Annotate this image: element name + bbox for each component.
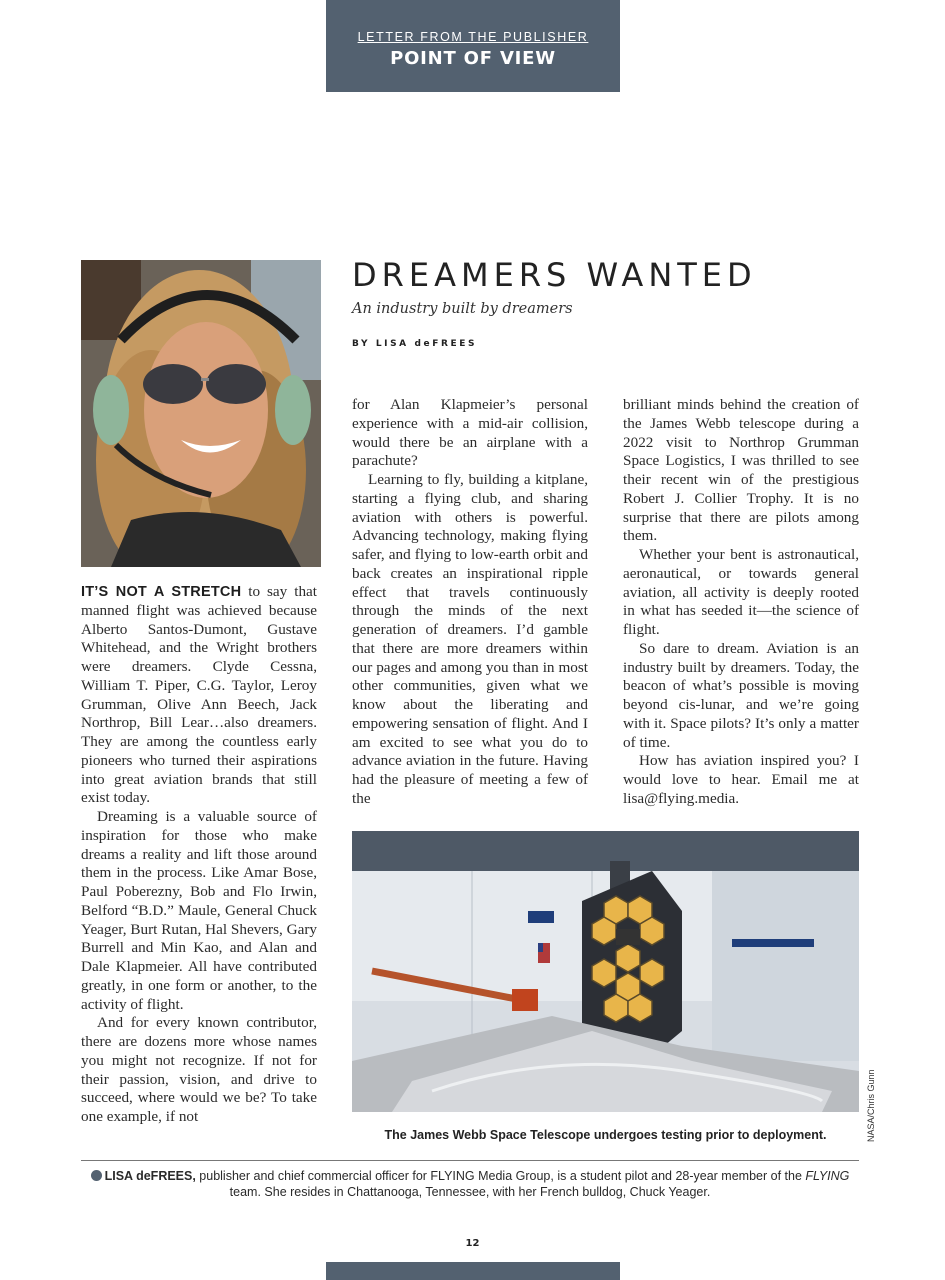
article-byline: BY LISA deFREES <box>352 339 478 349</box>
paragraph-text: to say that manned flight was achieved because Alberto Santos-Dumont, Gustave Whitehead, and the Wright brothers were dreamers. Clyde Cessna, William T. Piper, C.G. Taylor, Leroy Grumman, Olive Ann Beech, Jack Northrop, Bill Lear…also dreamers. They are among the countless early pioneers who turned their aspirations into great aviation brands that still exist today. <box>81 583 317 807</box>
bio-text: publisher and chief commercial officer for FLYING Media Group, is a student pilot and 28-year member of the <box>195 1169 806 1183</box>
section-title: POINT OF VIEW <box>390 48 556 69</box>
photo-credit: NASA/Chris Gunn <box>866 1069 876 1142</box>
author-bio <box>81 1169 859 1200</box>
footer-tab <box>326 1262 620 1280</box>
article-column-1 <box>81 583 317 1127</box>
paragraph: Whether your bent is astronautical, aeronautical, or towards general aviation, all activity is deeply rooted in what has seeded it—the science of flight. <box>623 546 859 638</box>
paragraph: Dreaming is a valuable source of inspiration for those who make dreams a reality and lift those around them in the process. Like Amar Bose, Paul Poberezny, Bob and Flo Irwin, Belford “B.D.” Maule, General Chuck Yeager, Burt Rutan, Hal Shevers, Gary Burrell and Min Kao, and Alan and Dale Klapmeier. All have contributed greatly, in one form or another, to the activity of flight. <box>81 808 317 1013</box>
section-tab <box>326 0 620 92</box>
lead-in: IT’S NOT A STRETCH <box>81 584 242 600</box>
bio-divider <box>81 1160 859 1161</box>
telescope-photo <box>352 831 859 1112</box>
bio-publication: FLYING <box>805 1169 850 1183</box>
paragraph: for Alan Klapmeier’s personal experience with a mid-air collision, would there be an airplane with a parachute? <box>352 396 588 470</box>
author-portrait <box>81 260 321 567</box>
photo-caption: The James Webb Space Telescope undergoes testing prior to deployment. <box>384 1128 827 1142</box>
bio-text-2: team. She resides in Chattanooga, Tennessee, with her French bulldog, Chuck Yeager. <box>229 1184 711 1199</box>
page-number: 12 <box>465 1238 480 1249</box>
bio-name: LISA deFREES, <box>104 1169 196 1183</box>
article-headline: DREAMERS WANTED <box>352 256 757 294</box>
section-kicker: LETTER FROM THE PUBLISHER <box>357 30 589 44</box>
paragraph: brilliant minds behind the creation of the James Webb telescope during a 2022 visit to Northrop Grumman Space Logistics, I was thrilled to see their recent win of the prestigious Robert J. Collier Trophy. It is no surprise that there are pilots among them. <box>623 396 859 545</box>
paragraph: How has aviation inspired you? I would love to hear. Email me at lisa@flying.media. <box>623 752 859 807</box>
article-dek: An industry built by dreamers <box>352 301 573 317</box>
paragraph <box>81 583 317 808</box>
bullet-icon <box>91 1170 102 1181</box>
article-column-3 <box>623 396 859 809</box>
paragraph: And for every known contributor, there are dozens more whose names you might not recognize. If not for their passion, vision, and drive to succeed, where would we be? To take one example, if not <box>81 1014 317 1125</box>
paragraph: Learning to fly, building a kitplane, starting a flying club, and sharing aviation with others is powerful. Advancing technology, making flying safer, and flying to low-earth orbit and back creates an inspirational ripple effect that travels continuously through the minds of the next generation of dreamers. I’d gamble that there are more dreamers within our pages and among you than in most other communities, given what we know about the liberating and empowering sensation of flight. And I am excited to see what you do to advance aviation in the future. Having had the pleasure of meeting a few of the <box>352 471 588 807</box>
paragraph: So dare to dream. Aviation is an industry built by dreamers. Today, the beacon of what’s possible is moving beyond cis-lunar, and we’re going with it. Space pilots? It’s only a matter of time. <box>623 639 859 751</box>
article-column-2 <box>352 396 588 809</box>
